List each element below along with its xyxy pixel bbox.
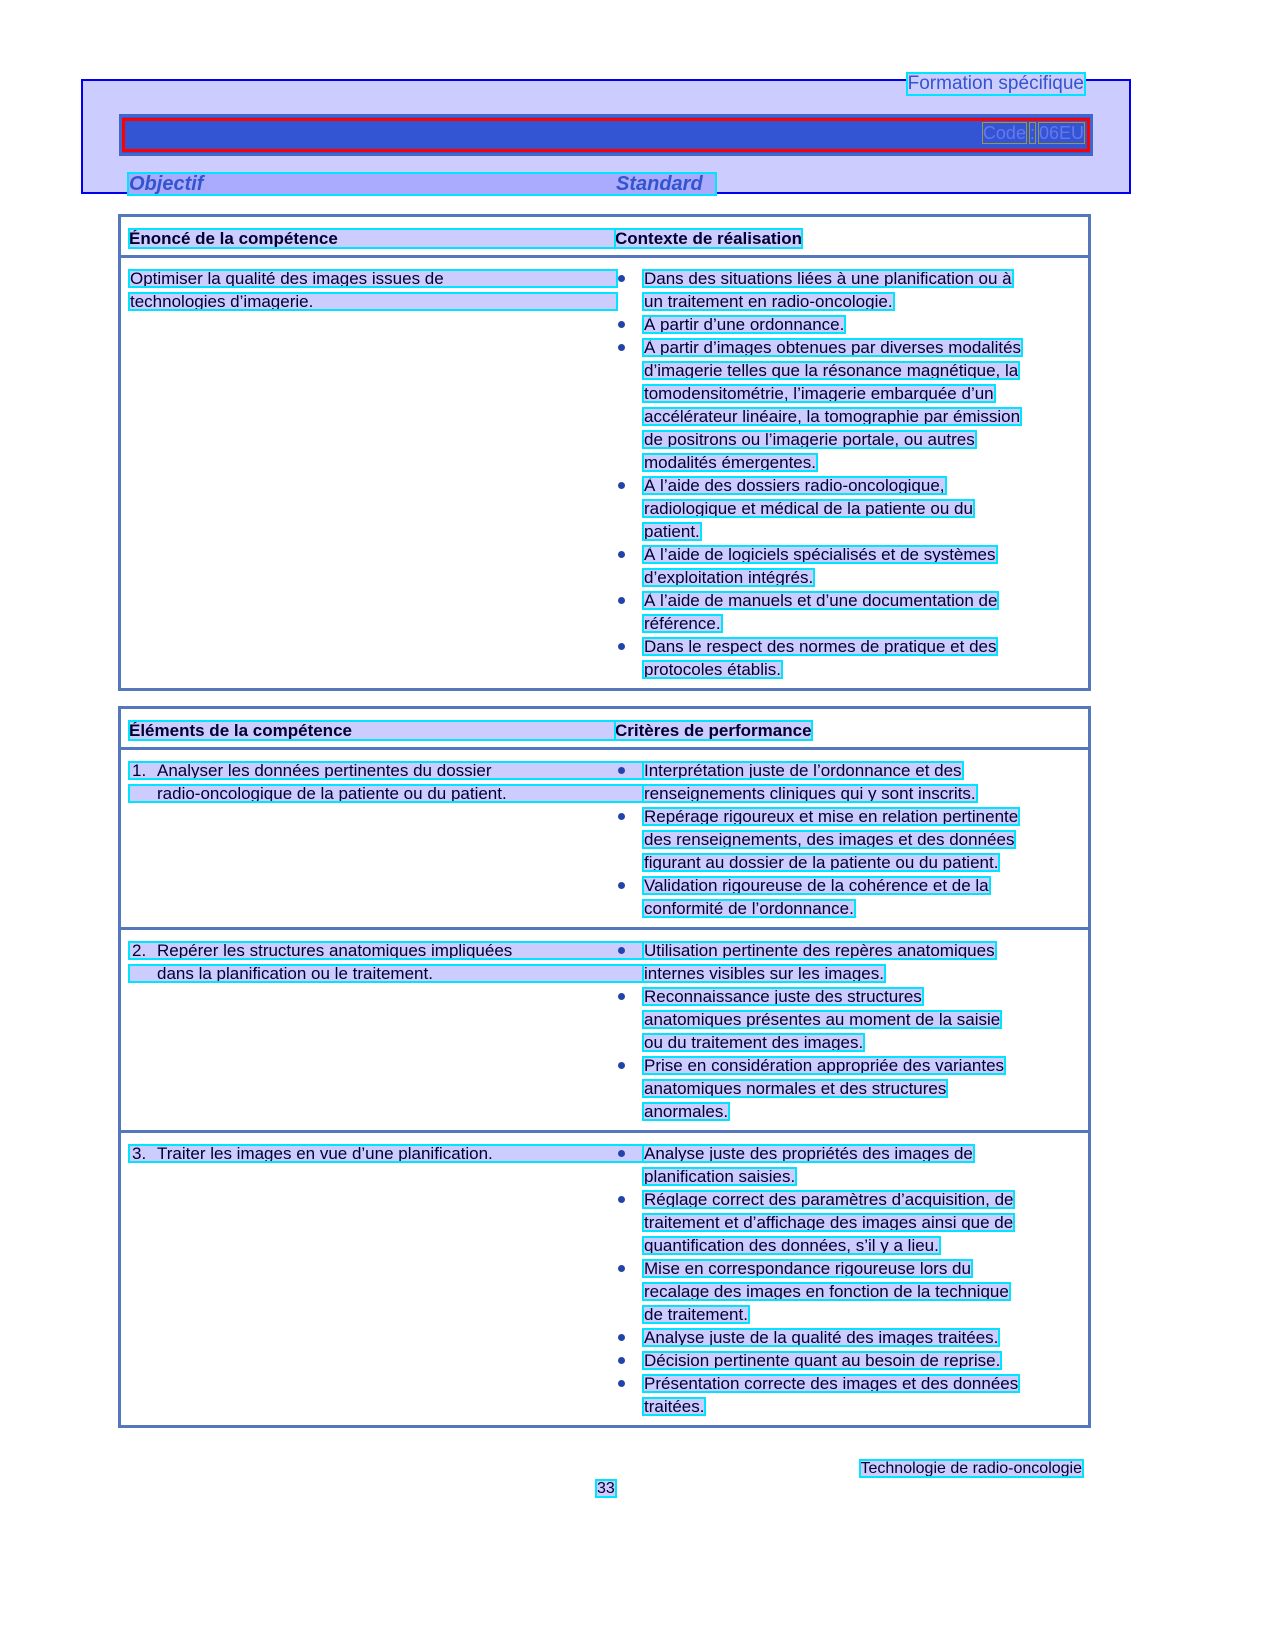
code-value: 06EU bbox=[1038, 123, 1084, 143]
text-line bbox=[643, 897, 1088, 920]
bullet-icon bbox=[618, 321, 625, 328]
element-text bbox=[129, 1142, 619, 1165]
text-line-content: des renseignements, des images et des données bbox=[644, 830, 1015, 849]
text-line bbox=[643, 985, 1088, 1008]
text-line bbox=[643, 612, 1088, 635]
text-line bbox=[643, 290, 1088, 313]
bullet-item bbox=[615, 1372, 1088, 1418]
bullet-item bbox=[615, 874, 1088, 920]
text-line bbox=[643, 428, 1088, 451]
text-line-content: Repérage rigoureux et mise en relation pertinente bbox=[644, 807, 1019, 826]
text-line bbox=[643, 1054, 1088, 1077]
bullet-item bbox=[615, 759, 1088, 805]
text-line bbox=[643, 267, 1088, 290]
bullet-item bbox=[615, 985, 1088, 1054]
text-line-content: internes visibles sur les images. bbox=[644, 964, 884, 983]
text-line-content: modalités émergentes. bbox=[644, 453, 816, 472]
text-line bbox=[643, 497, 1088, 520]
text-line-content: Réglage correct des paramètres d’acquisition, de bbox=[644, 1190, 1014, 1209]
text-line-content: référence. bbox=[644, 614, 721, 633]
text-line-content: À l’aide de manuels et d’une documentation de bbox=[644, 591, 998, 610]
criteria-list bbox=[615, 939, 1088, 1123]
text-line-content: Dans des situations liées à une planification ou à bbox=[644, 269, 1012, 288]
text-line-content: renseignements cliniques qui y sont inscrits. bbox=[644, 784, 976, 803]
element-number: 1. bbox=[132, 761, 147, 780]
bullet-icon bbox=[618, 597, 625, 604]
footer-program: Technologie de radio-oncologie bbox=[860, 1460, 1082, 1477]
text-line bbox=[643, 405, 1088, 428]
text-line bbox=[129, 962, 619, 985]
text-line-content: Présentation correcte des images et des données bbox=[644, 1374, 1019, 1393]
bullet-icon bbox=[618, 275, 625, 282]
standard-label: Standard bbox=[616, 173, 703, 195]
element-number: 3. bbox=[132, 1144, 147, 1163]
bullet-icon bbox=[618, 947, 625, 954]
text-line bbox=[643, 1372, 1088, 1395]
text-line bbox=[643, 1077, 1088, 1100]
text-line-content: dans la planification ou le traitement. bbox=[129, 965, 644, 982]
bullet-item bbox=[615, 336, 1088, 474]
text-line-content: Repérer les structures anatomiques impliquées bbox=[129, 942, 644, 959]
text-line bbox=[643, 1349, 1088, 1372]
text-line-content: Utilisation pertinente des repères anatomiques bbox=[644, 941, 995, 960]
bullet-icon bbox=[618, 1334, 625, 1341]
text-line bbox=[643, 658, 1088, 681]
text-line bbox=[643, 874, 1088, 897]
text-line-content: anormales. bbox=[644, 1102, 729, 1121]
criteria-list bbox=[615, 267, 1088, 681]
bullet-item bbox=[615, 313, 1088, 336]
bullet-icon bbox=[618, 1196, 625, 1203]
text-line bbox=[129, 759, 619, 782]
text-line-content: radio-oncologique de la patiente ou du patient. bbox=[129, 785, 644, 802]
text-line bbox=[643, 1234, 1088, 1257]
bullet-icon bbox=[618, 813, 625, 820]
criteria-list bbox=[615, 1142, 1088, 1418]
text-line-content: À partir d’images obtenues par diverses modalités bbox=[644, 338, 1022, 357]
bullet-item bbox=[615, 1349, 1088, 1372]
bullet-icon bbox=[618, 551, 625, 558]
text-line-content: Analyse juste des propriétés des images de bbox=[644, 1144, 973, 1163]
text-line-content: d’imagerie telles que la résonance magnétique, la bbox=[644, 361, 1019, 380]
text-line-content: anatomiques présentes au moment de la saisie bbox=[644, 1010, 1001, 1029]
bullet-icon bbox=[618, 1062, 625, 1069]
text-line-content: traitées. bbox=[644, 1397, 705, 1416]
bullet-icon bbox=[618, 482, 625, 489]
bullet-item bbox=[615, 1326, 1088, 1349]
table-header bbox=[121, 709, 1088, 750]
text-line bbox=[129, 290, 619, 313]
text-line-content: patient. bbox=[644, 522, 700, 541]
text-line-content: accélérateur linéaire, la tomographie par émission bbox=[644, 407, 1021, 426]
text-line-content: protocoles établis. bbox=[644, 660, 782, 679]
text-line-content: tomodensitométrie, l’imagerie embarquée d’un bbox=[644, 384, 994, 403]
text-line-content: Reconnaissance juste des structures bbox=[644, 987, 922, 1006]
text-line-content: planification saisies. bbox=[644, 1167, 796, 1186]
text-line-content: Prise en considération appropriée des variantes bbox=[644, 1056, 1005, 1075]
code-separator: : bbox=[1029, 123, 1035, 143]
formation-label: Formation spécifique bbox=[907, 73, 1084, 94]
table-row bbox=[121, 750, 1088, 930]
text-line-content: Interprétation juste de l’ordonnance et des bbox=[644, 761, 962, 780]
table-header bbox=[121, 217, 1088, 258]
bullet-item bbox=[615, 267, 1088, 313]
text-line bbox=[643, 451, 1088, 474]
text-line bbox=[643, 359, 1088, 382]
text-line bbox=[643, 635, 1088, 658]
bullet-item bbox=[615, 474, 1088, 543]
text-line-content: Dans le respect des normes de pratique et des bbox=[644, 637, 997, 656]
text-line-content: À l’aide des dossiers radio-oncologique, bbox=[644, 476, 945, 495]
element-text bbox=[129, 759, 619, 805]
element-number: 2. bbox=[132, 941, 147, 960]
text-line-content: anatomiques normales et des structures bbox=[644, 1079, 947, 1098]
col-header-elements: Éléments de la compétence bbox=[129, 721, 615, 740]
text-line-content: recalage des images en fonction de la technique bbox=[644, 1282, 1009, 1301]
text-line-content: traitement et d’affichage des images ainsi que de bbox=[644, 1213, 1014, 1232]
text-line bbox=[643, 474, 1088, 497]
bullet-icon bbox=[618, 344, 625, 351]
text-line-content: À l’aide de logiciels spécialisés et de systèmes bbox=[644, 545, 996, 564]
bullet-icon bbox=[618, 767, 625, 774]
bullet-item bbox=[615, 635, 1088, 681]
element-text bbox=[129, 267, 619, 313]
objectif-standard-heading bbox=[129, 174, 715, 194]
text-line-content: conformité de l’ordonnance. bbox=[644, 899, 854, 918]
text-line bbox=[129, 939, 619, 962]
text-line-content: Décision pertinente quant au besoin de reprise. bbox=[644, 1351, 1001, 1370]
text-line bbox=[643, 382, 1088, 405]
bullet-item bbox=[615, 805, 1088, 874]
text-line-content: quantification des données, s’il y a lieu. bbox=[644, 1236, 939, 1255]
text-line bbox=[643, 1326, 1088, 1349]
text-line bbox=[643, 520, 1088, 543]
text-line-content: À partir d’une ordonnance. bbox=[644, 315, 845, 334]
text-line-content: Analyser les données pertinentes du dossier bbox=[129, 762, 644, 779]
text-line bbox=[643, 1188, 1088, 1211]
text-line bbox=[643, 1257, 1088, 1280]
text-line bbox=[643, 828, 1088, 851]
code-label: Code bbox=[982, 123, 1026, 143]
text-line bbox=[643, 1031, 1088, 1054]
bullet-icon bbox=[618, 993, 625, 1000]
table-row bbox=[121, 930, 1088, 1133]
text-line bbox=[643, 1395, 1088, 1418]
text-line-content: technologies d’imagerie. bbox=[129, 293, 617, 310]
code bbox=[979, 123, 1084, 143]
table-enonce bbox=[118, 214, 1091, 691]
objectif-label: Objectif bbox=[129, 173, 204, 195]
text-line-content: Validation rigoureuse de la cohérence et de la bbox=[644, 876, 989, 895]
table-row bbox=[121, 258, 1088, 688]
bullet-item bbox=[615, 1188, 1088, 1257]
text-line bbox=[643, 851, 1088, 874]
text-line bbox=[643, 1100, 1088, 1123]
text-line bbox=[643, 589, 1088, 612]
bullet-icon bbox=[618, 882, 625, 889]
text-line bbox=[643, 939, 1088, 962]
criteria-list bbox=[615, 759, 1088, 920]
text-line bbox=[643, 1008, 1088, 1031]
bullet-icon bbox=[618, 1357, 625, 1364]
text-line-content: de traitement. bbox=[644, 1305, 748, 1324]
text-line bbox=[129, 1142, 619, 1165]
code-bar-outline bbox=[122, 118, 1090, 152]
text-line-content: d’exploitation intégrés. bbox=[644, 568, 814, 587]
text-line-content: Analyse juste de la qualité des images traitées. bbox=[644, 1328, 999, 1347]
col-header-contexte: Contexte de réalisation bbox=[615, 229, 803, 248]
bullet-icon bbox=[618, 643, 625, 650]
text-line-content: de positrons ou l’imagerie portale, ou autres bbox=[644, 430, 975, 449]
text-line-content: radiologique et médical de la patiente ou du bbox=[644, 499, 973, 518]
bullet-item bbox=[615, 1142, 1088, 1188]
table-elements bbox=[118, 706, 1091, 1428]
text-line bbox=[643, 1165, 1088, 1188]
text-line bbox=[643, 805, 1088, 828]
page-header bbox=[81, 73, 1131, 195]
text-line-content: ou du traitement des images. bbox=[644, 1033, 864, 1052]
text-line bbox=[643, 566, 1088, 589]
text-line bbox=[643, 1280, 1088, 1303]
text-line bbox=[129, 782, 619, 805]
text-line-content: Mise en correspondance rigoureuse lors du bbox=[644, 1259, 971, 1278]
text-line-content: figurant au dossier de la patiente ou du patient. bbox=[644, 853, 999, 872]
bullet-item bbox=[615, 939, 1088, 985]
bullet-item bbox=[615, 543, 1088, 589]
text-line-content: un traitement en radio-oncologie. bbox=[644, 292, 893, 311]
bullet-icon bbox=[618, 1150, 625, 1157]
text-line bbox=[643, 759, 1088, 782]
bullet-item bbox=[615, 1054, 1088, 1123]
text-line bbox=[643, 1211, 1088, 1234]
text-line bbox=[643, 313, 1088, 336]
code-bar bbox=[119, 114, 1093, 156]
text-line bbox=[643, 782, 1088, 805]
col-header-enonce: Énoncé de la compétence bbox=[129, 229, 615, 248]
text-line-content: Traiter les images en vue d’une planification. bbox=[129, 1145, 644, 1162]
bullet-icon bbox=[618, 1265, 625, 1272]
text-line bbox=[643, 962, 1088, 985]
text-line bbox=[643, 543, 1088, 566]
text-line bbox=[643, 1142, 1088, 1165]
bullet-item bbox=[615, 1257, 1088, 1326]
text-line bbox=[643, 1303, 1088, 1326]
page-number: 33 bbox=[597, 1480, 615, 1497]
text-line-content: Optimiser la qualité des images issues de bbox=[129, 270, 617, 287]
text-line bbox=[643, 336, 1088, 359]
bullet-icon bbox=[618, 1380, 625, 1387]
bullet-item bbox=[615, 589, 1088, 635]
element-text bbox=[129, 939, 619, 985]
table-row bbox=[121, 1133, 1088, 1425]
text-line bbox=[129, 267, 619, 290]
col-header-criteres: Critères de performance bbox=[615, 721, 812, 740]
